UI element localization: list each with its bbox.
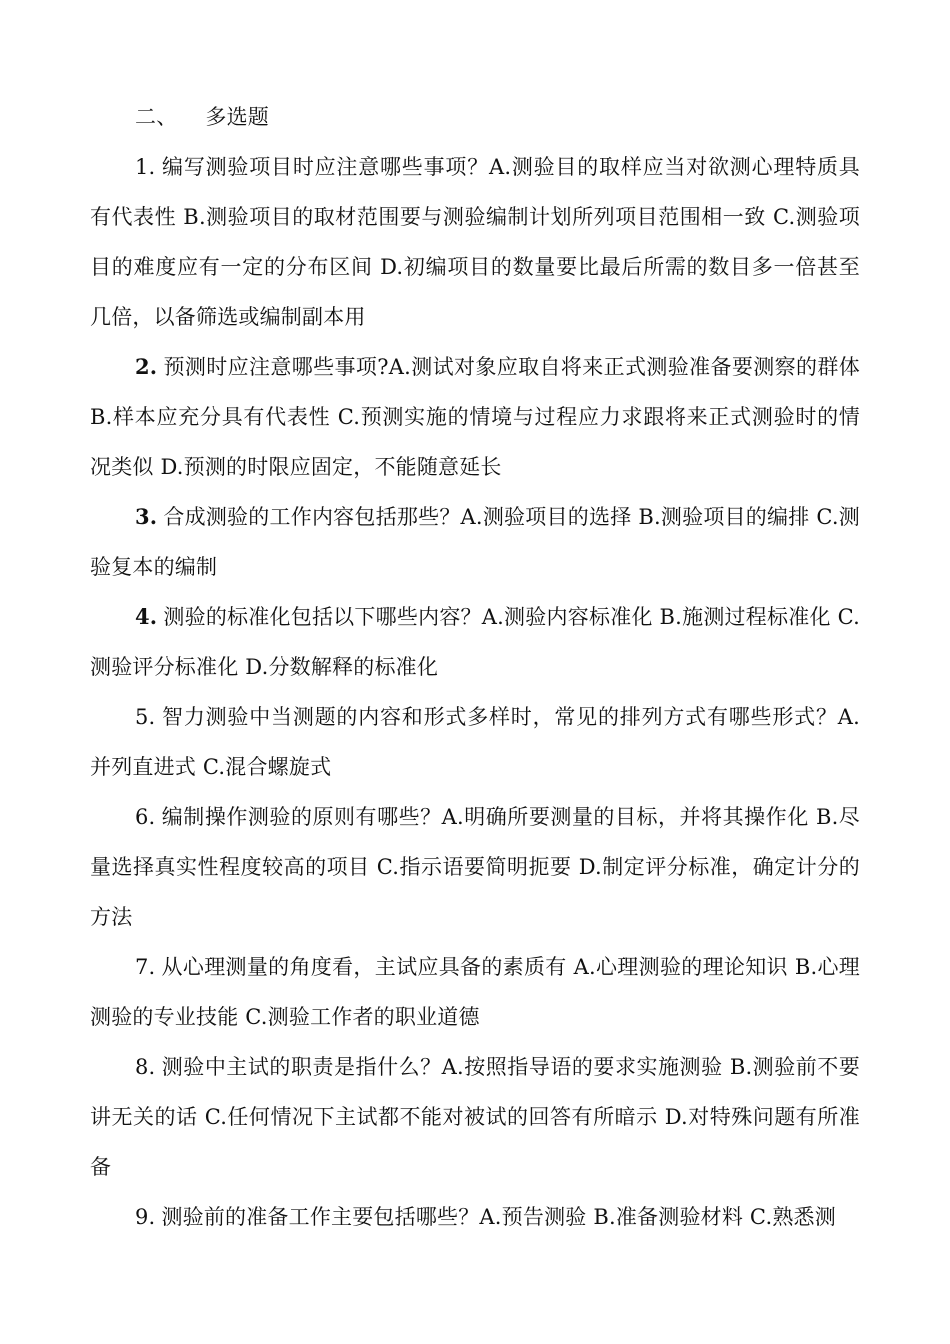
question-9	[90, 1192, 860, 1242]
question-4	[90, 592, 860, 692]
question-6	[90, 792, 860, 942]
question-text: 编制操作测验的原则有哪些？A.明确所要测量的目标，并将其操作化 B.尽量选择真实性程度较高的项目 C.指示语要简明扼要 D.制定评分标准，确定计分的方法	[90, 805, 860, 929]
question-8	[90, 1042, 860, 1192]
question-text: 预测时应注意哪些事项?A.测试对象应取自将来正式测验准备要测察的群体 B.样本应充分具有代表性 C.预测实施的情境与过程应力求跟将来正式测验时的情况类似 D.预测的时限应固定，不能随意延长	[90, 355, 860, 479]
question-text: 合成测验的工作内容包括那些？A.测验项目的选择 B.测验项目的编排 C.测验复本的编制	[90, 505, 860, 579]
question-number: 7.	[135, 955, 156, 979]
question-text: 从心理测量的角度看，主试应具备的素质有 A.心理测验的理论知识 B.心理测验的专业技能 C.测验工作者的职业道德	[90, 955, 860, 1029]
question-text: 智力测验中当测题的内容和形式多样时，常见的排列方式有哪些形式？A.并列直进式 C.混合螺旋式	[90, 705, 860, 779]
question-number: 5.	[135, 705, 156, 729]
question-number: 8.	[135, 1055, 156, 1079]
question-number: 3.	[135, 504, 158, 529]
section-number: 二、	[135, 105, 178, 129]
question-number: 9.	[135, 1205, 156, 1229]
question-5	[90, 692, 860, 792]
question-2	[90, 342, 860, 492]
section-heading	[90, 92, 860, 142]
question-text: 测验前的准备工作主要包括哪些？A.预告测验 B.准备测验材料 C.熟悉测	[161, 1205, 836, 1229]
question-number: 1.	[135, 155, 156, 179]
question-7	[90, 942, 860, 1042]
section-title: 多选题	[205, 105, 270, 129]
document-body	[90, 92, 860, 1242]
question-3	[90, 492, 860, 592]
question-number: 6.	[135, 805, 156, 829]
question-text: 编写测验项目时应注意哪些事项？A.测验目的取样应当对欲测心理特质具有代表性 B.测验项目的取材范围要与测验编制计划所列项目范围相一致 C.测验项目的难度应有一定的分布区间 D.初编项目的数量要比最后所需的数目多一倍甚至几倍，以备筛选或编制副本用	[90, 155, 860, 329]
question-1	[90, 142, 860, 342]
question-number: 4.	[135, 604, 158, 629]
question-text: 测验中主试的职责是指什么？A.按照指导语的要求实施测验 B.测验前不要讲无关的话 C.任何情况下主试都不能对被试的回答有所暗示 D.对特殊问题有所准备	[90, 1055, 860, 1179]
question-text: 测验的标准化包括以下哪些内容？A.测验内容标准化 B.施测过程标准化 C.测验评分标准化 D.分数解释的标准化	[90, 605, 860, 679]
question-number: 2.	[135, 354, 158, 379]
